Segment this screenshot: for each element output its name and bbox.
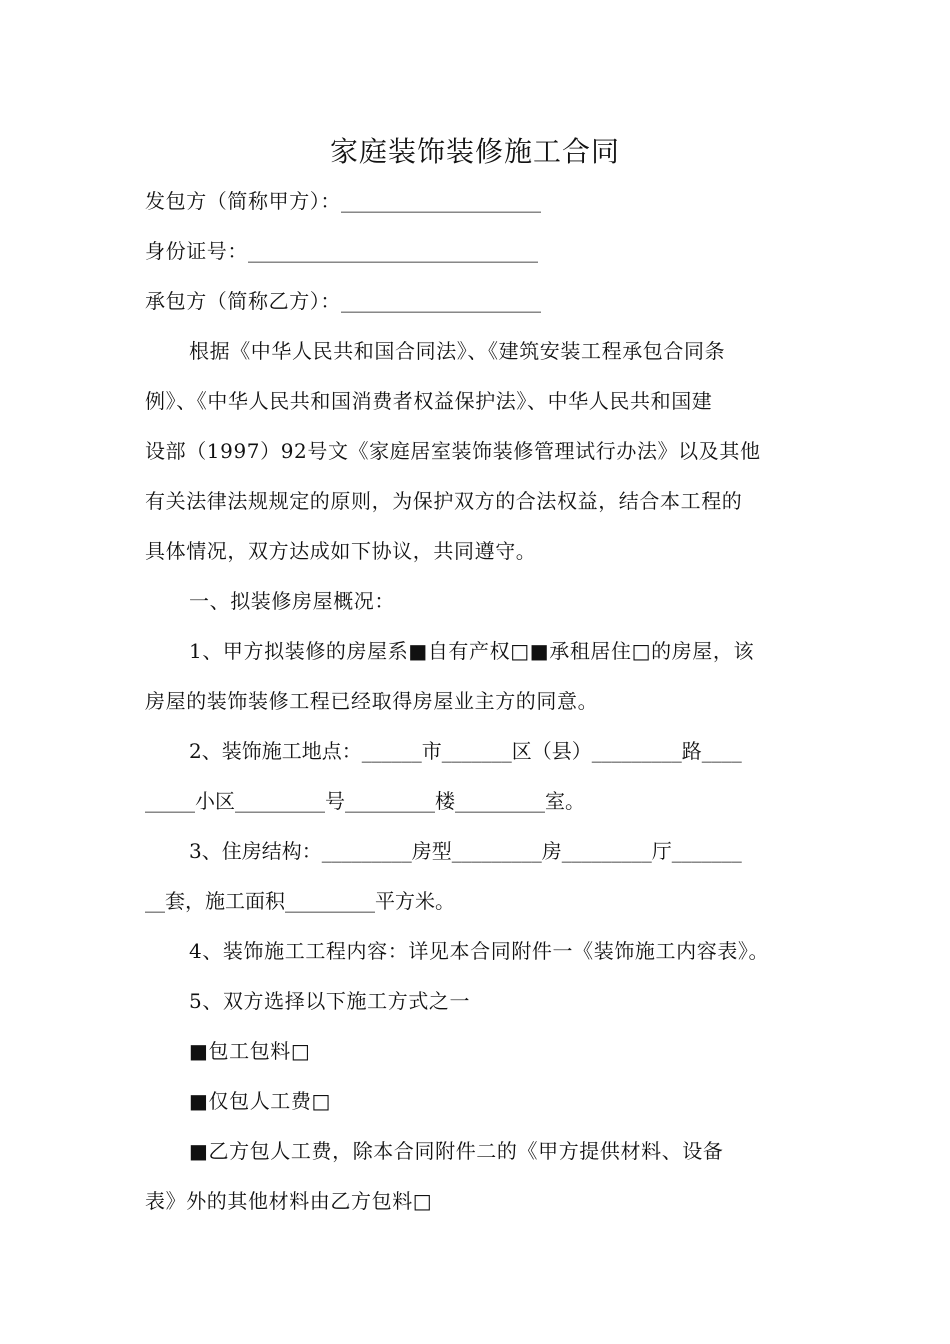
id-number-label: 身份证号： [145, 239, 248, 263]
clause-3: 3、住房结构：_________房型_________房_________厅_______ [189, 839, 742, 863]
clause-1-cont: 房屋的装饰装修工程已经取得房屋业主方的同意。 [145, 689, 599, 713]
document-title: 家庭装饰装修施工合同 [329, 135, 620, 168]
option-partial-materials: ■乙方包人工费，除本合同附件二的《甲方提供材料、设备 [189, 1139, 724, 1163]
id-number-blank: _____________________________ [248, 239, 538, 263]
party-b-blank: ____________________ [341, 289, 541, 313]
preamble-line: 例》、《中华人民共和国消费者权益保护法》、中华人民共和国建 [145, 389, 713, 413]
clause-1: 1、甲方拟装修的房屋系■自有产权□■承租居住□的房屋，该 [189, 639, 755, 663]
option-labor-only: ■仅包人工费□ [189, 1089, 331, 1113]
id-number-field [145, 236, 825, 266]
preamble-line: 具体情况，双方达成如下协议，共同遵守。 [145, 539, 537, 563]
clause-3-cont: __套，施工面积_________平方米。 [145, 889, 455, 913]
option-labor-and-materials: ■包工包料□ [189, 1039, 311, 1063]
party-b-label: 承包方（简称乙方）： [145, 289, 341, 313]
clause-2: 2、装饰施工地点：______市_______区（县）_________路____ [189, 739, 742, 763]
preamble-line: 根据《中华人民共和国合同法》、《建筑安装工程承包合同条 [189, 339, 726, 363]
preamble-line: 设部（1997）92号文《家庭居室装饰装修管理试行办法》以及其他 [145, 439, 761, 463]
clause-4: 4、装饰施工工程内容：详见本合同附件一《装饰施工内容表》。 [189, 939, 770, 963]
option-partial-materials-cont: 表》外的其他材料由乙方包料□ [145, 1189, 433, 1213]
party-a-field [145, 186, 825, 216]
clause-5: 5、双方选择以下施工方式之一 [189, 989, 471, 1013]
section-heading: 一、拟装修房屋概况： [189, 589, 395, 613]
preamble-line: 有关法律法规规定的原则，为保护双方的合法权益，结合本工程的 [145, 489, 743, 513]
party-b-field [145, 286, 825, 316]
party-a-blank: ____________________ [341, 189, 541, 213]
clause-2-cont: _____小区_________号_________楼_________室。 [145, 789, 585, 813]
party-a-label: 发包方（简称甲方）： [145, 189, 341, 213]
